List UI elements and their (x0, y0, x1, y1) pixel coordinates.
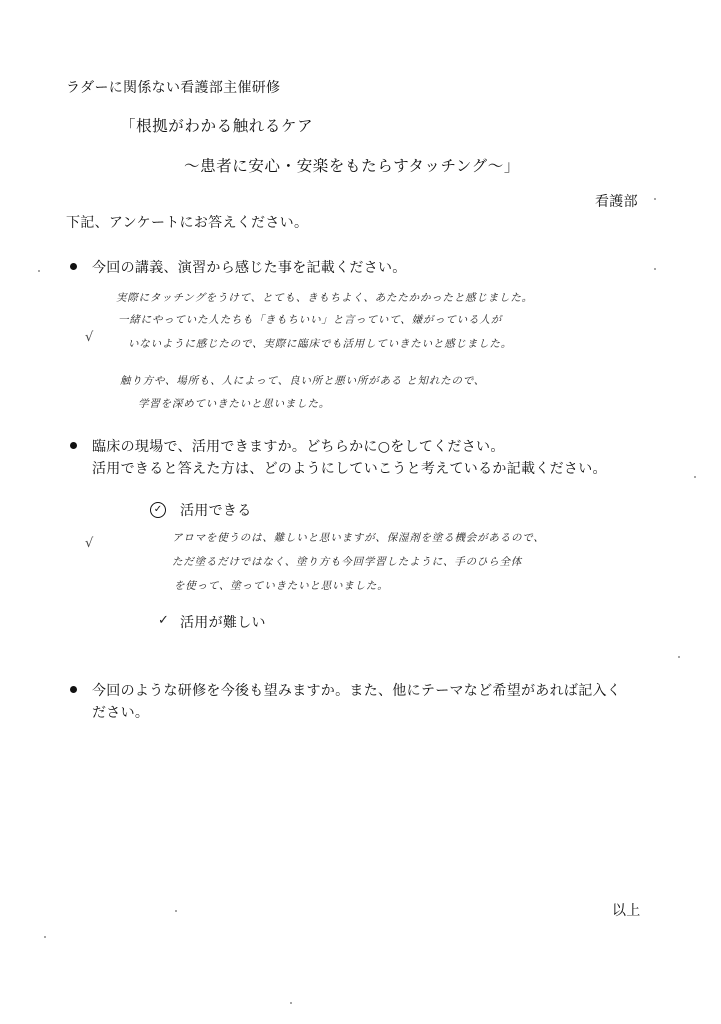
q2-answer-line-3: を使って、塗っていきたいと思いました。 (174, 580, 389, 592)
margin-check-mark-q2: √ (85, 536, 94, 551)
scan-speck (678, 656, 680, 658)
q1-answer-line-2: 一緒にやっていた人たちも「きもちいい」と言っていて、嫌がっている人が (118, 314, 502, 326)
q1-answer-line-1: 実際にタッチングをうけて、とても、きもちよく、あたたかかったと感じました。 (116, 292, 533, 304)
title-line-1: 「根拠がわかる触れるケア (120, 117, 314, 135)
q2-answer-line-2: ただ塗るだけではなく、塗り方も今回学習したように、手のひら全体 (172, 556, 523, 568)
q1-answer-line-5: 学習を深めていきたいと思いました。 (138, 398, 331, 410)
q2-question-line-2: 活用できると答えた方は、どのようにしていこうと考えているか記載ください。 (92, 461, 607, 477)
scan-speck (44, 936, 46, 938)
scan-speck (175, 910, 177, 912)
title-line-2: ～患者に安心・安楽をもたらすタッチング～」 (184, 157, 520, 175)
closing-mark: 以上 (612, 903, 641, 919)
q2-answer-line-1: アロマを使うのは、難しいと思いますが、保湿剤を塗る機会があるので、 (172, 532, 545, 544)
q3-question-line-2: ださい。 (92, 705, 150, 721)
q1-answer-line-4: 触り方や、場所も、人によって、良い所と悪い所がある と知れたので、 (120, 375, 486, 387)
scan-speck (654, 268, 656, 270)
q1-question: 今回の講義、演習から感じた事を記載ください。 (92, 260, 407, 276)
option-yes: 活用できる (180, 503, 252, 519)
department-label: 看護部 (595, 194, 638, 210)
bullet-q2 (70, 442, 77, 449)
q2-question-line-1: 臨床の現場で、活用できますか。どちらかに○をしてください。 (92, 439, 505, 455)
scan-speck (38, 270, 40, 272)
check-mark-icon: ✓ (158, 613, 169, 628)
bullet-q1 (70, 263, 77, 270)
circled-check-icon: ✓ (150, 502, 166, 518)
subtitle: ラダーに関係ない看護部主催研修 (66, 80, 281, 96)
scan-speck (654, 198, 656, 200)
instruction-text: 下記、アンケートにお答えください。 (66, 215, 309, 231)
margin-check-mark-q1: √ (85, 330, 94, 345)
q1-answer-line-3: いないように感じたので、実際に臨床でも活用していきたいと感じました。 (128, 338, 512, 350)
bullet-q3 (70, 686, 77, 693)
scan-speck (290, 1002, 292, 1004)
option-no: 活用が難しい (180, 615, 266, 631)
scan-speck (694, 476, 696, 478)
q3-question-line-1: 今回のような研修を今後も望みますか。また、他にテーマなど希望があれば記入く (92, 683, 622, 699)
